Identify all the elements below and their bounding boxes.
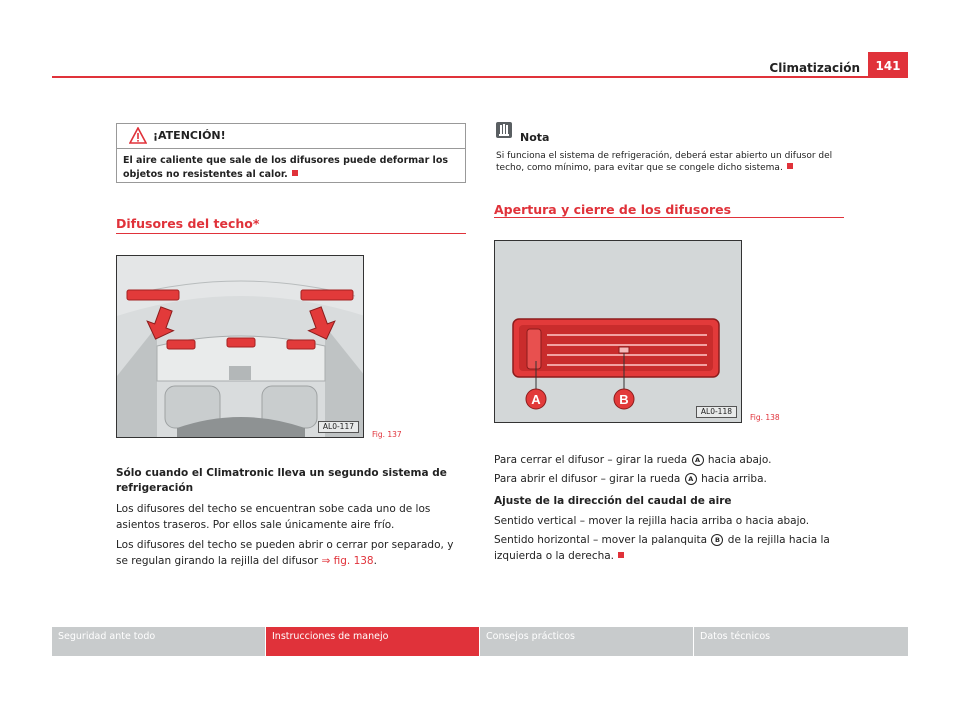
instruction-open: Para abrir el difusor – girar la rueda A hacia arriba.	[494, 473, 767, 485]
vent-closeup-illustration	[495, 241, 742, 423]
warning-header	[117, 124, 465, 149]
car-interior-illustration	[117, 256, 364, 438]
section-rule	[116, 233, 466, 234]
footer-tab-instructions[interactable]: Instrucciones de manejo	[266, 627, 479, 656]
warning-triangle-icon	[129, 127, 147, 144]
note-text: Si funciona el sistema de refrigeración, deberá estar abierto un difusor del techo, como mínimo, para evitar que se congele dicho sistema.	[496, 151, 833, 173]
end-mark	[618, 552, 624, 558]
section-title-roof-vents: Difusores del techo*	[116, 216, 260, 231]
figure-137-image	[116, 255, 364, 438]
header-rule	[52, 76, 908, 78]
callout-a: A	[531, 392, 541, 407]
note-icon	[496, 122, 512, 138]
warning-box	[116, 123, 466, 183]
figure-code: AL0-118	[696, 406, 737, 418]
note-title: Nota	[520, 131, 550, 144]
marker-a: A	[685, 473, 697, 485]
instruction-horizontal: Sentido horizontal – mover la palanquita B de la rejilla hacia la izquierda o la derecha.	[494, 534, 830, 562]
footer-tab-safety[interactable]: Seguridad ante todo	[52, 627, 265, 656]
section-rule	[494, 217, 844, 218]
warning-text: El aire caliente que sale de los difusores puede deformar los objetos no resistentes al calor.	[123, 155, 448, 180]
footer-tab-tips[interactable]: Consejos prácticos	[480, 627, 693, 656]
subheading-airflow: Ajuste de la dirección del caudal de aire	[494, 495, 732, 507]
figure-code: AL0-117	[318, 421, 359, 433]
figure-caption: Fig. 138	[750, 413, 780, 422]
figure-138-image	[494, 240, 742, 423]
footer-tab-technical[interactable]: Datos técnicos	[694, 627, 908, 656]
page-number: 141	[868, 52, 908, 76]
marker-a: A	[692, 454, 704, 466]
instruction-vertical: Sentido vertical – mover la rejilla hacia arriba o hacia abajo.	[494, 515, 810, 527]
instruction-close: Para cerrar el difusor – girar la rueda A hacia abajo.	[494, 454, 772, 466]
end-mark	[292, 170, 298, 176]
paragraph-open-close: Los difusores del techo se pueden abrir o cerrar por separado, y se regulan girando la rejilla del difusor ⇒ fig. 138.	[116, 539, 454, 567]
end-mark	[787, 163, 793, 169]
figure-caption: Fig. 137	[372, 430, 402, 439]
marker-b: B	[711, 534, 723, 546]
subheading-climatronic: Sólo cuando el Climatronic lleva un segundo sistema de refrigeración	[116, 467, 447, 494]
warning-title: ¡ATENCIÓN!	[153, 129, 226, 142]
reference-arrow: ⇒	[321, 555, 331, 567]
figure-link[interactable]: fig. 138	[333, 555, 374, 567]
callout-b: B	[619, 392, 629, 407]
section-title-open-close: Apertura y cierre de los difusores	[494, 202, 732, 217]
paragraph-roof-vents: Los difusores del techo se encuentran sobe cada uno de los asientos traseros. Por ellos sale únicamente aire frío.	[116, 503, 431, 531]
chapter-title: Climatización	[769, 61, 860, 75]
footer-nav	[52, 627, 908, 656]
